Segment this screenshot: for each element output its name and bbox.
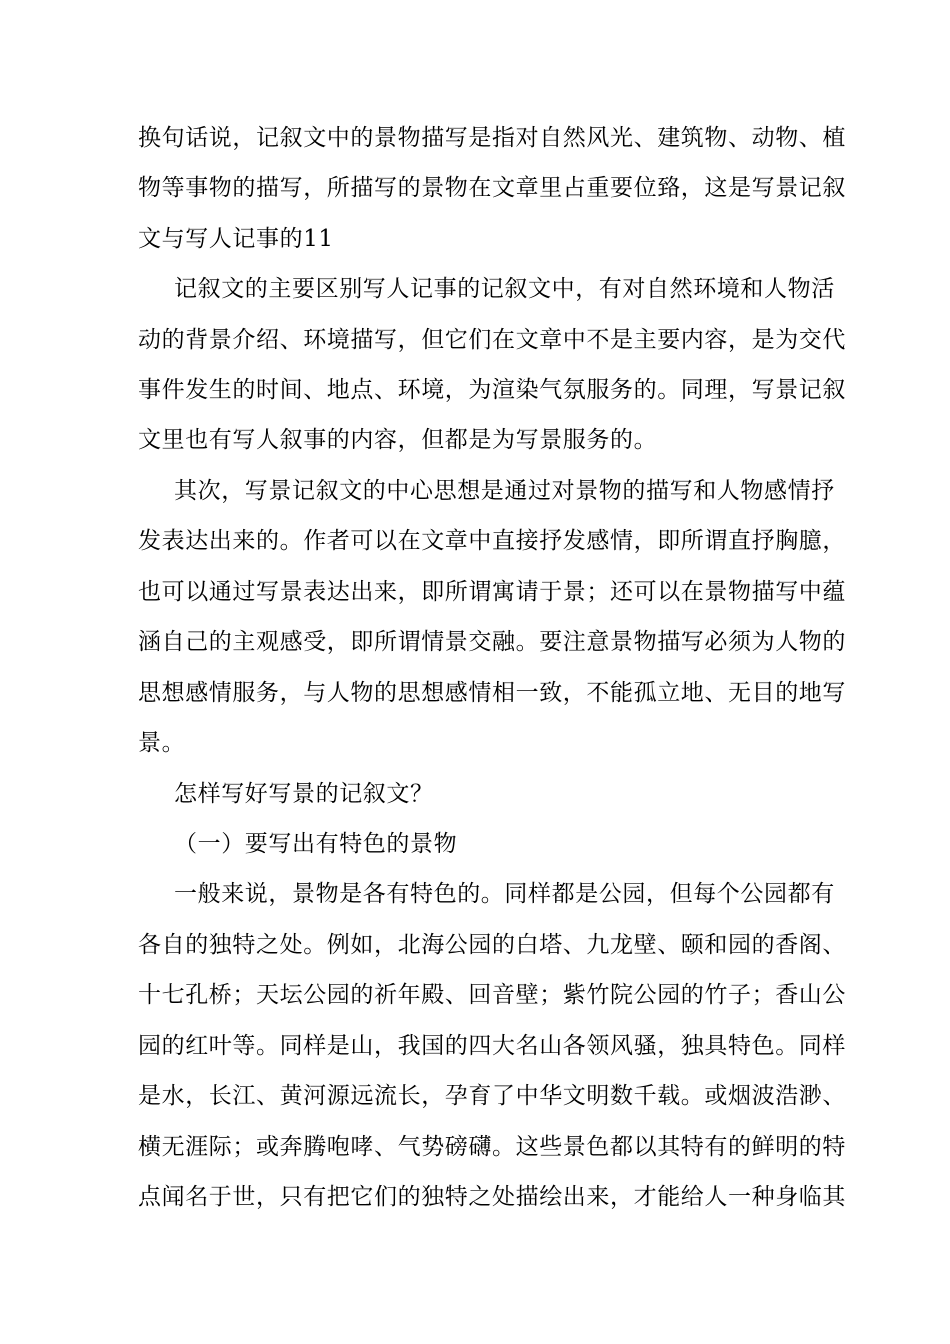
paragraph-line: 园的红叶等。同样是山，我国的四大名山各领风骚，独具特色。同样 [138,1033,846,1059]
paragraph-line: 文与写人记事的11 [138,226,334,252]
paragraph-line: 十七孔桥；天坛公园的祈年殿、回音壁；紫竹院公园的竹子；香山公 [138,982,846,1008]
paragraph-line: 动的背景介绍、环境描写，但它们在文章中不是主要内容，是为交代 [138,327,846,353]
section-question: 怎样写好写景的记叙文？ [174,781,434,807]
paragraph-line: 物等事物的描写，所描写的景物在文章里占重要位臵，这是写景记叙 [138,175,846,201]
paragraph-line: 记叙文的主要区别写人记事的记叙文中，有对自然环境和人物活 [174,276,835,302]
paragraph-line: 一般来说，景物是各有特色的。同样都是公园，但每个公园都有 [174,881,835,907]
paragraph-line: 景。 [138,730,186,756]
paragraph-line: 是水，长江、黄河源远流长，孕育了中华文明数千载。或烟波浩渺、 [138,1083,846,1109]
paragraph-line: 各自的独特之处。例如，北海公园的白塔、九龙壁、颐和园的香阁、 [138,932,846,958]
section-heading: （一）要写出有特色的景物 [174,831,458,857]
paragraph-line: 发表达出来的。作者可以在文章中直接抒发感情，即所谓直抒胸臆， [138,528,846,554]
paragraph-line: 换句话说，记叙文中的景物描写是指对自然风光、建筑物、动物、植 [138,125,846,151]
paragraph-line: 也可以通过写景表达出来，即所谓寓请于景；还可以在景物描写中蕴 [138,579,846,605]
paragraph-line: 思想感情服务，与人物的思想感情相一致，不能孤立地、无目的地写 [138,680,846,706]
paragraph-line: 横无涯际；或奔腾咆哮、气势磅礴。这些景色都以其特有的鲜明的特 [138,1134,846,1160]
paragraph-line: 其次，写景记叙文的中心思想是通过对景物的描写和人物感情抒 [174,478,835,504]
paragraph-line: 事件发生的时间、地点、环境，为渲染气氛服务的。同理，写景记叙 [138,377,846,403]
paragraph-line: 涵自己的主观感受，即所谓情景交融。要注意景物描写必须为人物的 [138,629,846,655]
paragraph-line: 文里也有写人叙事的内容，但都是为写景服务的。 [138,427,658,453]
paragraph-line: 点闻名于世，只有把它们的独特之处描绘出来，才能给人一种身临其 [138,1184,846,1210]
